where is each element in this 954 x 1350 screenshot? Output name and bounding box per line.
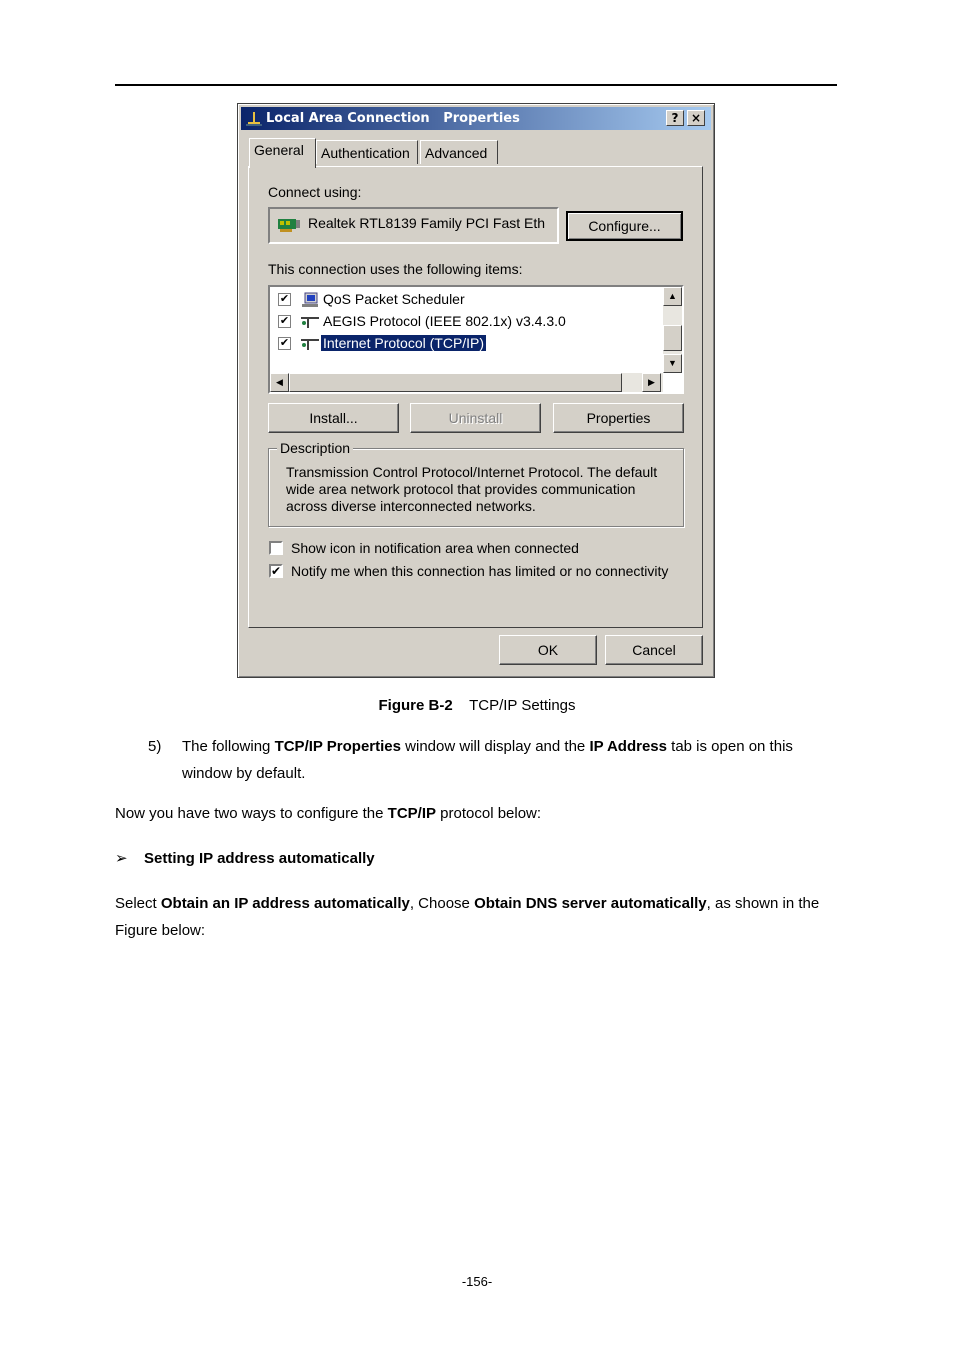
tab-advanced[interactable]: Advanced [420, 140, 498, 164]
scroll-down-button[interactable]: ▼ [663, 354, 682, 373]
notify-option[interactable] [268, 563, 688, 581]
text-run: Now you have two ways to configure the [115, 805, 388, 822]
connect-using-label: Connect using: [268, 184, 362, 200]
text-run: tab is open on this window by default. [182, 738, 793, 782]
bold-run: Obtain an IP address automatically [160, 895, 410, 912]
figure-number: Figure B-2 [378, 697, 453, 714]
select-paragraph [115, 890, 845, 944]
horizontal-scrollbar[interactable] [270, 373, 663, 392]
step-5-text [182, 733, 844, 787]
notify-label: Notify me when this connection has limited or no connectivity [291, 563, 669, 579]
uninstall-button[interactable]: Uninstall [410, 403, 541, 433]
vertical-scrollbar[interactable] [663, 287, 682, 373]
text-run: Select [115, 895, 161, 912]
description-legend: Description [277, 440, 353, 456]
show-icon-checkbox[interactable] [269, 541, 283, 555]
protocol-icon [300, 314, 320, 330]
cancel-button[interactable]: Cancel [605, 635, 703, 665]
figure-title: TCP/IP Settings [469, 697, 576, 714]
components-list[interactable] [268, 285, 684, 394]
horizontal-scroll-thumb[interactable] [289, 373, 622, 392]
item-label: AEGIS Protocol (IEEE 802.1x) v3.4.3.0 [323, 313, 566, 329]
properties-button[interactable]: Properties [553, 403, 684, 433]
text-run: window will display and the [401, 738, 590, 755]
bold-run: IP Address [589, 738, 667, 755]
two-ways-paragraph [115, 800, 845, 827]
item-checkbox[interactable]: ✔ [279, 337, 290, 349]
description-group [268, 440, 684, 527]
scheduler-icon [300, 292, 320, 308]
scroll-up-button[interactable]: ▲ [663, 287, 682, 306]
show-icon-label: Show icon in notification area when connected [291, 540, 579, 556]
scroll-left-button[interactable]: ◀ [270, 373, 289, 392]
item-label: QoS Packet Scheduler [323, 291, 465, 307]
tab-general[interactable]: General [249, 138, 316, 168]
bold-run: Obtain DNS server automatically [474, 895, 707, 912]
close-button[interactable]: × [687, 110, 705, 126]
text-run: The following [182, 738, 275, 755]
figure-caption [0, 697, 954, 714]
adapter-field [268, 207, 559, 244]
bullet-marker: ➢ [115, 850, 128, 867]
configure-button[interactable]: Configure... [566, 211, 683, 241]
step-number: 5) [148, 738, 162, 755]
item-label: Internet Protocol (TCP/IP) [323, 335, 485, 351]
tab-authentication[interactable]: Authentication [316, 140, 418, 164]
description-text: Transmission Control Protocol/Internet Protocol. The default wide area network protocol that provides communication across diverse interconnected networks. [286, 464, 658, 514]
network-card-icon [278, 218, 300, 232]
install-button[interactable]: Install... [268, 403, 399, 433]
help-button[interactable]: ? [666, 110, 684, 126]
item-checkbox[interactable]: ✔ [279, 293, 290, 305]
text-run: , Choose [409, 895, 475, 912]
ok-button[interactable]: OK [499, 635, 597, 665]
bold-run: TCP/IP Properties [274, 738, 401, 755]
text-run: , as shown in the Figure below: [115, 895, 820, 939]
bullet-heading: Setting IP address automatically [144, 850, 375, 867]
show-icon-option[interactable] [268, 540, 688, 558]
vertical-scroll-thumb[interactable] [663, 325, 682, 351]
header-rule [115, 84, 837, 86]
bold-run: TCP/IP [387, 805, 436, 822]
scroll-right-button[interactable]: ▶ [642, 373, 661, 392]
page-number: -156- [461, 1274, 493, 1289]
items-label: This connection uses the following items: [268, 261, 523, 277]
notify-checkbox[interactable]: ✔ [271, 564, 282, 578]
text-run: protocol below: [436, 805, 542, 822]
title-bar[interactable] [241, 107, 711, 130]
network-connection-icon [245, 111, 263, 127]
protocol-icon [300, 336, 320, 352]
item-checkbox[interactable]: ✔ [279, 315, 290, 327]
adapter-name: Realtek RTL8139 Family PCI Fast Eth [308, 215, 546, 231]
dialog-title: Local Area Connection Properties [266, 111, 520, 126]
